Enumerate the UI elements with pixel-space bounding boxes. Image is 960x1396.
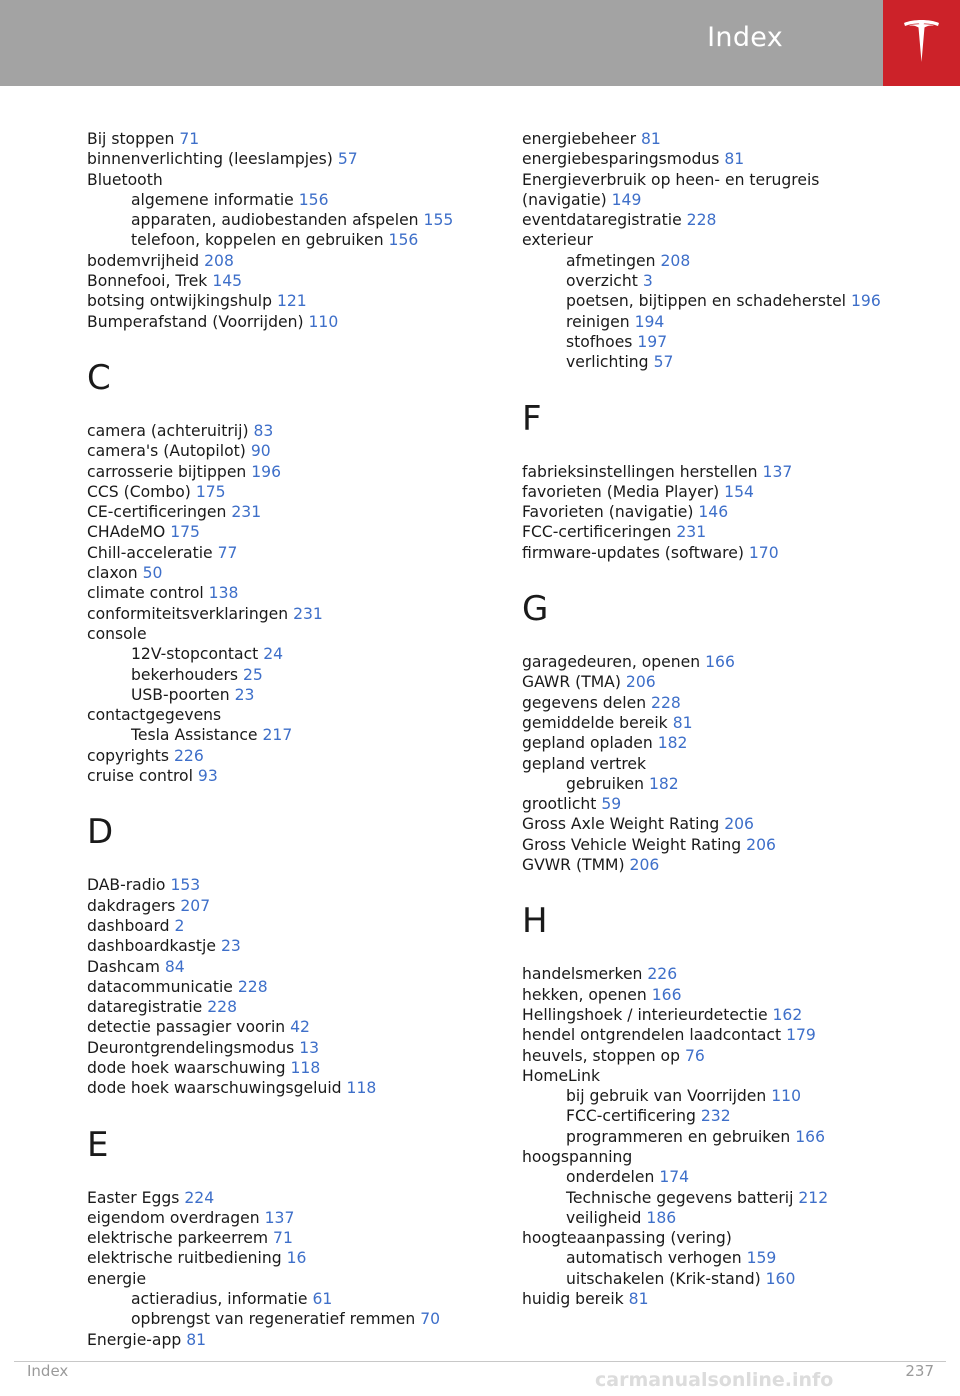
page-link[interactable]: 81 xyxy=(640,130,661,148)
index-entry xyxy=(87,896,507,916)
index-entry xyxy=(87,957,507,977)
page-link[interactable]: 81 xyxy=(186,1330,207,1349)
index-subentry xyxy=(522,1086,942,1106)
entry-label: bij gebruik van Voorrijden xyxy=(566,1087,767,1106)
page-link[interactable]: 166 xyxy=(705,653,735,672)
index-subentry xyxy=(87,210,507,230)
page-link[interactable]: 93 xyxy=(197,767,218,786)
index-entry xyxy=(522,129,942,149)
entry-label: gepland opladen xyxy=(522,734,653,753)
entry-label: copyrights xyxy=(87,746,170,765)
page-link[interactable]: 57 xyxy=(653,353,674,372)
page-link[interactable]: 3 xyxy=(642,272,653,291)
page-title: Index xyxy=(707,22,783,53)
page-link[interactable]: 137 xyxy=(762,462,793,481)
page-link[interactable]: 145 xyxy=(212,272,243,291)
index-entry xyxy=(522,502,942,522)
page-link[interactable]: 162 xyxy=(772,1005,803,1024)
page-link[interactable]: 224 xyxy=(184,1188,215,1207)
brand-logo-box xyxy=(883,0,960,86)
entry-label: Bluetooth xyxy=(87,170,163,189)
page-link[interactable]: 159 xyxy=(746,1249,777,1268)
entry-label: Chill-acceleratie xyxy=(87,543,213,562)
entry-label: Bij stoppen xyxy=(87,130,175,148)
index-subentry xyxy=(87,230,507,250)
entry-label: GVWR (TMM) xyxy=(522,856,625,875)
index-subentry xyxy=(87,1309,507,1329)
entry-label: CCS (Combo) xyxy=(87,482,191,501)
entry-label: fabrieksinstellingen herstellen xyxy=(522,462,758,481)
index-entry xyxy=(87,149,507,169)
page-link[interactable]: 13 xyxy=(299,1038,320,1057)
page-link[interactable]: 196 xyxy=(851,292,881,311)
index-entry xyxy=(87,1269,507,1289)
page-link[interactable]: 137 xyxy=(264,1208,295,1227)
entry-label: energiebesparingsmodus xyxy=(522,150,720,169)
index-entry xyxy=(522,964,942,984)
index-entry xyxy=(87,1017,507,1037)
page-link[interactable]: 146 xyxy=(698,503,729,522)
page-link[interactable]: 226 xyxy=(173,746,204,765)
entry-label: actieradius, informatie xyxy=(131,1290,308,1309)
page-link[interactable]: 207 xyxy=(180,896,211,915)
page-link[interactable]: 206 xyxy=(629,856,660,875)
entry-label: garagedeuren, openen xyxy=(522,653,701,672)
index-entry xyxy=(522,482,942,502)
entry-label: dakdragers xyxy=(87,896,176,915)
index-entry xyxy=(522,1228,942,1248)
page-link[interactable]: 24 xyxy=(263,645,284,664)
entry-label: bodemvrijheid xyxy=(87,251,200,270)
entry-label: stofhoes xyxy=(566,332,633,351)
entry-label: dashboard xyxy=(87,916,170,935)
page-link[interactable]: 156 xyxy=(388,231,419,250)
index-entry xyxy=(522,1066,942,1086)
page-link[interactable]: 206 xyxy=(625,673,656,692)
index-subentry xyxy=(522,1167,942,1187)
entry-label: afmetingen xyxy=(566,251,656,270)
index-entry xyxy=(522,794,942,814)
entry-label: Gross Axle Weight Rating xyxy=(522,815,720,834)
page-link[interactable]: 118 xyxy=(290,1058,321,1077)
index-entry xyxy=(87,705,507,725)
index-entry xyxy=(522,672,942,692)
index-subentry xyxy=(87,665,507,685)
entry-label: dode hoek waarschuwing xyxy=(87,1058,286,1077)
footer-section-label: Index xyxy=(27,1362,69,1380)
index-column-right xyxy=(522,129,942,1309)
index-subentry xyxy=(522,1248,942,1268)
entry-label: carrosserie bijtippen xyxy=(87,462,247,481)
page-link[interactable]: 61 xyxy=(312,1290,333,1309)
entry-label: Energieverbruik op heen- en terugreis xyxy=(522,170,820,189)
page-link[interactable]: 217 xyxy=(262,726,293,745)
page-link[interactable]: 179 xyxy=(786,1026,816,1045)
index-entry xyxy=(87,482,507,502)
page-link[interactable]: 77 xyxy=(217,543,238,562)
index-entry xyxy=(87,1248,507,1268)
page-link[interactable]: 231 xyxy=(293,604,323,623)
entry-label: eigendom overdragen xyxy=(87,1208,260,1227)
entry-label: (navigatie) xyxy=(522,190,607,209)
index-subentry xyxy=(522,291,942,311)
index-entry xyxy=(522,693,942,713)
index-entry xyxy=(87,1078,507,1098)
header-bar xyxy=(0,0,883,86)
page-link[interactable]: 138 xyxy=(208,584,239,603)
entry-label: HomeLink xyxy=(522,1066,600,1085)
entry-label: uitschakelen (Krik-stand) xyxy=(566,1269,761,1288)
page-link[interactable]: 84 xyxy=(164,957,185,976)
page-link[interactable]: 76 xyxy=(684,1046,705,1065)
page-link[interactable]: 175 xyxy=(195,482,226,501)
entry-label: CE-certificeringen xyxy=(87,503,227,522)
entry-label: programmeren en gebruiken xyxy=(566,1127,791,1146)
index-entry xyxy=(522,462,942,482)
page-link[interactable]: 70 xyxy=(420,1310,441,1329)
entry-label: algemene informatie xyxy=(131,190,294,209)
entry-label: gebruiken xyxy=(566,774,644,793)
index-subentry xyxy=(87,644,507,664)
index-entry xyxy=(522,1046,942,1066)
index-entry xyxy=(87,170,507,190)
index-subentry xyxy=(87,685,507,705)
entry-label: CHAdeMO xyxy=(87,523,166,542)
page-link[interactable]: 81 xyxy=(672,713,693,732)
index-entry xyxy=(522,230,942,250)
entry-label: automatisch verhogen xyxy=(566,1249,742,1268)
page-link[interactable]: 166 xyxy=(651,985,682,1004)
page-link[interactable]: 196 xyxy=(251,462,282,481)
entry-label: Dashcam xyxy=(87,957,160,976)
entry-label: contactgegevens xyxy=(87,706,222,725)
index-subentry xyxy=(87,725,507,745)
entry-label: dode hoek waarschuwingsgeluid xyxy=(87,1079,342,1098)
index-entry xyxy=(522,814,942,834)
page-link[interactable]: 182 xyxy=(657,734,688,753)
entry-label: hoogteaanpassing (vering) xyxy=(522,1229,732,1248)
page-link[interactable]: 23 xyxy=(220,937,241,956)
entry-label: climate control xyxy=(87,584,204,603)
index-entry xyxy=(87,1058,507,1078)
entry-label: camera's (Autopilot) xyxy=(87,442,246,461)
footer-divider xyxy=(14,1361,946,1362)
index-entry xyxy=(522,713,942,733)
index-entry xyxy=(87,421,507,441)
entry-label: reinigen xyxy=(566,312,630,331)
entry-label: overzicht xyxy=(566,272,638,291)
index-entry xyxy=(87,462,507,482)
index-entry xyxy=(522,170,942,190)
page-link[interactable]: 90 xyxy=(250,442,271,461)
page-link[interactable]: 197 xyxy=(637,332,668,351)
page-link[interactable]: 182 xyxy=(648,774,679,793)
index-entry xyxy=(522,835,942,855)
index-entry xyxy=(87,604,507,624)
entry-label: dataregistratie xyxy=(87,998,203,1017)
page-link[interactable]: 81 xyxy=(628,1290,649,1309)
entry-label: console xyxy=(87,624,147,643)
entry-label: Tesla Assistance xyxy=(131,726,258,745)
entry-label: conformiteitsverklaringen xyxy=(87,604,289,623)
entry-label: hoogspanning xyxy=(522,1147,633,1166)
entry-label: opbrengst van regeneratief remmen xyxy=(131,1310,416,1329)
entry-label: Hellingshoek / interieurdetectie xyxy=(522,1005,768,1024)
page-link[interactable]: 154 xyxy=(724,482,754,501)
entry-label: FCC-certificering xyxy=(566,1107,696,1126)
entry-label: DAB-radio xyxy=(87,876,166,895)
page-link[interactable]: 155 xyxy=(423,211,454,230)
page-link[interactable]: 153 xyxy=(170,876,201,895)
index-subentry xyxy=(522,352,942,372)
index-entry xyxy=(87,875,507,895)
index-subentry xyxy=(87,1289,507,1309)
index-entry xyxy=(522,652,942,672)
entry-label: bekerhouders xyxy=(131,665,239,684)
page-link[interactable]: 2 xyxy=(174,916,185,935)
entry-label: apparaten, audiobestanden afspelen xyxy=(131,211,419,230)
page-link[interactable]: 228 xyxy=(207,998,237,1017)
index-entry xyxy=(87,977,507,997)
entry-label: Technische gegevens batterij xyxy=(566,1188,794,1207)
entry-label: Bonnefooi, Trek xyxy=(87,272,208,291)
index-entry xyxy=(87,936,507,956)
index-entry xyxy=(522,190,942,210)
index-entry xyxy=(87,916,507,936)
entry-label: binnenverlichting (leeslampjes) xyxy=(87,150,333,169)
page-link[interactable]: 175 xyxy=(170,523,200,542)
index-subentry xyxy=(522,1106,942,1126)
entry-label: handelsmerken xyxy=(522,965,643,984)
page-link[interactable]: 208 xyxy=(660,251,691,270)
index-entry xyxy=(522,543,942,563)
entry-label: cruise control xyxy=(87,767,193,786)
entry-label: Gross Vehicle Weight Rating xyxy=(522,835,742,854)
page-link[interactable]: 174 xyxy=(659,1168,690,1187)
page-link[interactable]: 25 xyxy=(243,665,263,684)
page-link[interactable]: 231 xyxy=(231,503,262,522)
index-entry xyxy=(522,1025,942,1045)
index-entry xyxy=(87,1228,507,1248)
page-link[interactable]: 50 xyxy=(142,564,163,583)
page-link[interactable]: 71 xyxy=(179,130,200,148)
page-link[interactable]: 208 xyxy=(204,251,234,270)
index-entry xyxy=(87,1038,507,1058)
footer-page-number: 237 xyxy=(905,1362,934,1380)
entry-label: Energie-app xyxy=(87,1330,182,1349)
entry-label: energie xyxy=(87,1269,147,1288)
index-entry xyxy=(87,502,507,522)
section-letter-f: F xyxy=(522,398,542,439)
page-link[interactable]: 16 xyxy=(286,1249,307,1268)
index-entry xyxy=(87,543,507,563)
index-entry xyxy=(522,1289,942,1309)
index-entry xyxy=(522,985,942,1005)
page-link[interactable]: 110 xyxy=(771,1087,802,1106)
page-link[interactable]: 160 xyxy=(765,1269,796,1288)
page-link[interactable]: 121 xyxy=(276,292,307,311)
index-entry xyxy=(87,291,507,311)
index-entry xyxy=(87,271,507,291)
page-link[interactable]: 232 xyxy=(700,1107,731,1126)
index-entry xyxy=(87,522,507,542)
index-entry xyxy=(522,855,942,875)
index-entry xyxy=(87,251,507,271)
index-entry xyxy=(522,1147,942,1167)
index-subentry xyxy=(522,1188,942,1208)
index-subentry xyxy=(522,1269,942,1289)
entry-label: Deurontgrendelingsmodus xyxy=(87,1038,295,1057)
page-link[interactable]: 228 xyxy=(686,211,717,230)
section-letter-e: E xyxy=(87,1124,109,1165)
index-subentry xyxy=(522,1127,942,1147)
index-entry xyxy=(87,312,507,332)
index-entry xyxy=(87,766,507,786)
entry-label: camera (achteruitrij) xyxy=(87,421,249,440)
page-link[interactable]: 228 xyxy=(651,693,681,712)
page-link[interactable]: 194 xyxy=(634,312,665,331)
entry-label: poetsen, bijtippen en schadeherstel xyxy=(566,292,847,311)
index-entry xyxy=(87,563,507,583)
entry-label: botsing ontwijkingshulp xyxy=(87,292,272,311)
entry-label: gemiddelde bereik xyxy=(522,713,668,732)
page-link[interactable]: 23 xyxy=(234,685,255,704)
entry-label: elektrische parkeerrem xyxy=(87,1229,269,1248)
index-entry xyxy=(522,1005,942,1025)
page-link[interactable]: 83 xyxy=(253,421,274,440)
index-subentry xyxy=(522,251,942,271)
page-link[interactable]: 186 xyxy=(646,1208,677,1227)
watermark: carmanualsonline.info xyxy=(595,1369,834,1391)
section-letter-h: H xyxy=(522,901,548,942)
index-entry xyxy=(522,149,942,169)
entry-label: favorieten (Media Player) xyxy=(522,482,720,501)
index-subentry xyxy=(522,271,942,291)
page-link[interactable]: 71 xyxy=(273,1229,293,1248)
entry-label: Favorieten (navigatie) xyxy=(522,503,694,522)
entry-label: gepland vertrek xyxy=(522,754,647,773)
page-link[interactable]: 81 xyxy=(724,150,745,169)
index-entry xyxy=(87,1188,507,1208)
entry-label: claxon xyxy=(87,564,138,583)
page-link[interactable]: 42 xyxy=(290,1018,310,1037)
page-link[interactable]: 59 xyxy=(601,795,622,814)
entry-label: eventdataregistratie xyxy=(522,211,682,230)
page-link[interactable]: 231 xyxy=(676,523,707,542)
entry-label: verlichting xyxy=(566,353,649,372)
page-link[interactable]: 118 xyxy=(346,1079,377,1098)
index-entry xyxy=(87,1208,507,1228)
entry-label: onderdelen xyxy=(566,1168,655,1187)
entry-label: exterieur xyxy=(522,231,593,250)
index-entry xyxy=(87,129,507,149)
entry-label: firmware-updates (software) xyxy=(522,543,744,562)
entry-label: 12V-stopcontact xyxy=(131,645,259,664)
page-link[interactable]: 149 xyxy=(611,190,642,209)
section-letter-d: D xyxy=(87,812,114,853)
tesla-logo-icon xyxy=(903,17,940,64)
entry-label: telefoon, koppelen en gebruiken xyxy=(131,231,384,250)
entry-label: dashboardkastje xyxy=(87,937,216,956)
page-link[interactable]: 110 xyxy=(308,312,339,331)
entry-label: elektrische ruitbediening xyxy=(87,1249,282,1268)
entry-label: heuvels, stoppen op xyxy=(522,1046,681,1065)
index-subentry xyxy=(522,774,942,794)
index-subentry xyxy=(522,312,942,332)
index-entry xyxy=(87,624,507,644)
index-entry xyxy=(87,583,507,603)
section-letter-c: C xyxy=(87,357,111,398)
index-subentry xyxy=(522,332,942,352)
entry-label: detectie passagier voorin xyxy=(87,1018,286,1037)
entry-label: grootlicht xyxy=(522,795,597,814)
index-entry xyxy=(522,210,942,230)
entry-label: veiligheid xyxy=(566,1208,642,1227)
entry-label: huidig bereik xyxy=(522,1290,624,1309)
index-entry xyxy=(87,997,507,1017)
index-entry xyxy=(87,1330,507,1350)
entry-label: Easter Eggs xyxy=(87,1188,180,1207)
page-link[interactable]: 166 xyxy=(795,1127,825,1146)
page-link[interactable]: 57 xyxy=(337,150,358,169)
page-link[interactable]: 212 xyxy=(798,1188,829,1207)
section-letter-g: G xyxy=(522,589,549,630)
index-entry xyxy=(522,522,942,542)
index-entry xyxy=(522,733,942,753)
index-subentry xyxy=(87,190,507,210)
entry-label: Bumperafstand (Voorrijden) xyxy=(87,312,304,331)
page-link[interactable]: 170 xyxy=(748,543,779,562)
entry-label: datacommunicatie xyxy=(87,977,233,996)
entry-label: hekken, openen xyxy=(522,985,647,1004)
page-link[interactable]: 226 xyxy=(647,965,678,984)
index-entry xyxy=(87,746,507,766)
page-link[interactable]: 228 xyxy=(237,977,268,996)
entry-label: USB-poorten xyxy=(131,685,230,704)
index-entry xyxy=(87,441,507,461)
entry-label: energiebeheer xyxy=(522,130,637,148)
index-subentry xyxy=(522,1208,942,1228)
page-link[interactable]: 156 xyxy=(298,190,329,209)
page-link[interactable]: 206 xyxy=(746,835,776,854)
index-column-left xyxy=(87,129,507,1350)
entry-label: GAWR (TMA) xyxy=(522,673,621,692)
entry-label: gegevens delen xyxy=(522,693,647,712)
index-entry xyxy=(522,754,942,774)
page-link[interactable]: 206 xyxy=(724,815,754,834)
entry-label: FCC-certificeringen xyxy=(522,523,672,542)
entry-label: hendel ontgrendelen laadcontact xyxy=(522,1026,782,1045)
